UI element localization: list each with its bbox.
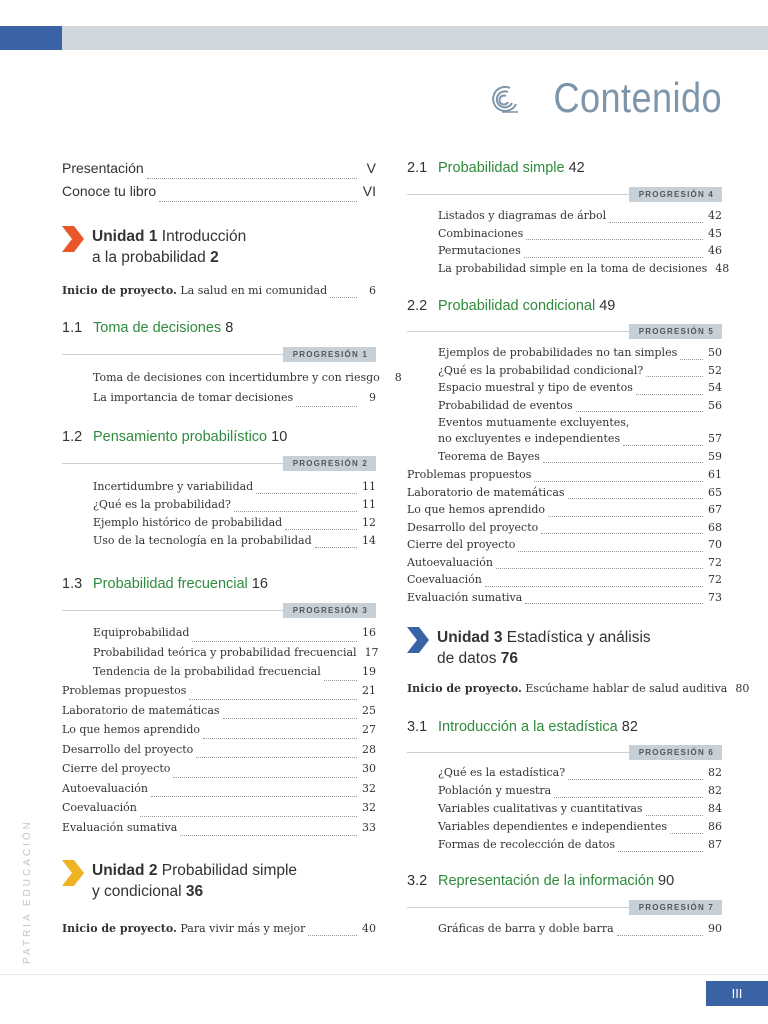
toc-row[interactable]: Conoce tu libro VI <box>62 183 376 206</box>
chevron-right-icon <box>62 226 84 252</box>
section-1-3-items <box>62 626 379 685</box>
section-1-1[interactable]: 1.1 Toma de decisiones 8 <box>62 320 234 336</box>
list-item[interactable]: Incertidumbre y variabilidad 11 <box>93 480 376 493</box>
section-3-1[interactable]: 3.1 Introducción a la estadística 82 <box>407 719 638 735</box>
section-2-1-items <box>407 209 730 279</box>
list-item[interactable]: Gráficas de barra y doble barra 90 <box>438 922 722 935</box>
list-item[interactable]: Ejemplos de probabilidades no tan simples 50 <box>438 346 722 359</box>
list-item[interactable]: Evaluación sumativa 73 <box>407 590 722 604</box>
front-matter <box>62 160 376 206</box>
unit-title: Unidad 3 Estadística y análisis de datos 76 <box>437 629 651 667</box>
list-item[interactable]: Coevaluación 32 <box>62 801 376 821</box>
list-item[interactable]: Combinaciones 45 <box>438 226 722 240</box>
list-item[interactable]: ¿Qué es la probabilidad condicional? 52 <box>438 363 722 377</box>
top-bar <box>0 26 768 50</box>
list-item[interactable]: Población y muestra 82 <box>438 784 722 797</box>
section-3-2[interactable]: 3.2 Representación de la información 90 <box>407 873 675 889</box>
list-item[interactable]: Cierre del proyecto 70 <box>407 538 722 551</box>
section-3-2-items <box>407 922 722 940</box>
list-item[interactable]: Espacio muestral y tipo de eventos 54 <box>438 381 722 394</box>
progression-tag: PROGRESIÓN 3 <box>62 603 376 618</box>
list-item[interactable]: Lo que hemos aprendido 67 <box>407 503 722 516</box>
progression-tag: PROGRESIÓN 1 <box>62 347 376 362</box>
list-item[interactable]: Autoevaluación 32 <box>62 782 376 802</box>
progression-tag: PROGRESIÓN 4 <box>407 187 722 202</box>
unit-1-end-items <box>62 684 376 840</box>
leader-dots <box>147 178 357 179</box>
list-item[interactable]: Teorema de Bayes 59 <box>438 449 722 463</box>
list-item[interactable]: Probabilidad de eventos 56 <box>438 398 722 412</box>
toc-row[interactable]: Presentación V <box>62 160 376 183</box>
list-item[interactable]: La importancia de tomar decisiones 9 <box>62 391 376 411</box>
list-item[interactable]: Cierre del proyecto 30 <box>62 762 376 782</box>
list-item[interactable]: ¿Qué es la estadística? 82 <box>438 766 722 779</box>
top-bar-accent <box>0 26 62 50</box>
list-item[interactable]: Listados y diagramas de árbol 42 <box>438 209 722 222</box>
unit-title: Unidad 2 Probabilidad simple y condicional 36 <box>92 862 298 900</box>
section-1-3[interactable]: 1.3 Probabilidad frecuencial 16 <box>62 576 268 592</box>
chevron-right-icon <box>62 860 84 886</box>
list-item[interactable]: Toma de decisiones con incertidumbre y con riesgo 8 <box>93 371 402 384</box>
project-row[interactable]: Inicio de proyecto. La salud en mi comunidad 6 <box>62 284 376 297</box>
unit-1-heading[interactable] <box>62 226 376 268</box>
chevron-right-icon <box>407 627 429 653</box>
title-text: Contenido <box>553 74 722 121</box>
page-number: III <box>706 981 768 1006</box>
list-item[interactable]: no excluyentes e independientes 57 <box>438 432 722 445</box>
leader-dots <box>159 201 357 202</box>
list-item[interactable]: Tendencia de la probabilidad frecuencial 19 <box>62 665 376 685</box>
side-label: PATRIA EDUCACIÓN <box>22 819 33 964</box>
progression-tag: PROGRESIÓN 6 <box>407 745 722 760</box>
list-item[interactable]: Desarrollo del proyecto 28 <box>62 743 376 763</box>
list-item[interactable]: La probabilidad simple en la toma de decisiones 48 <box>438 261 730 275</box>
list-item[interactable]: Desarrollo del proyecto 68 <box>407 520 722 534</box>
list-item[interactable]: Evaluación sumativa 33 <box>62 821 376 841</box>
list-item-line: Eventos mutuamente excluyentes, <box>438 416 630 429</box>
list-item[interactable]: Autoevaluación 72 <box>407 555 722 569</box>
section-2-2[interactable]: 2.2 Probabilidad condicional 49 <box>407 298 616 314</box>
progression-tag: PROGRESIÓN 2 <box>62 456 376 471</box>
list-item[interactable]: Coevaluación 72 <box>407 573 722 586</box>
section-3-1-items <box>407 766 722 856</box>
list-item[interactable]: Laboratorio de matemáticas 65 <box>407 485 722 499</box>
list-item[interactable]: Variables dependientes e independientes 86 <box>438 820 722 833</box>
list-item[interactable]: ¿Qué es la probabilidad? 11 <box>93 498 376 511</box>
section-1-2[interactable]: 1.2 Pensamiento probabilístico 10 <box>62 429 288 445</box>
list-item[interactable]: Lo que hemos aprendido 27 <box>62 723 376 743</box>
list-item[interactable]: Ejemplo histórico de probabilidad 12 <box>93 516 376 529</box>
progression-tag: PROGRESIÓN 7 <box>407 900 722 915</box>
footer-divider <box>0 974 768 975</box>
page-title <box>488 74 722 122</box>
list-item[interactable]: Variables cualitativas y cuantitativas 84 <box>438 802 722 815</box>
section-1-2-items <box>62 480 376 552</box>
project-row[interactable]: Inicio de proyecto. Escúchame hablar de salud auditiva 80 <box>407 682 750 695</box>
list-item[interactable]: Uso de la tecnología en la probabilidad 14 <box>93 534 376 547</box>
list-item[interactable]: Probabilidad teórica y probabilidad frecuencial 17 <box>93 645 379 659</box>
list-item[interactable]: Permutaciones 46 <box>438 244 722 257</box>
spiral-logo-icon <box>488 82 520 114</box>
unit-2-end-items <box>407 468 722 608</box>
list-item[interactable]: Equiprobabilidad 16 <box>62 626 376 646</box>
list-item[interactable]: Problemas propuestos 21 <box>62 684 376 704</box>
list-item[interactable]: Laboratorio de matemáticas 25 <box>62 704 376 724</box>
progression-tag: PROGRESIÓN 5 <box>407 324 722 339</box>
unit-3-heading[interactable] <box>407 627 722 669</box>
section-2-2-items <box>407 346 722 467</box>
unit-2-heading[interactable] <box>62 860 376 902</box>
unit-title: Unidad 1 Introducción a la probabilidad 2 <box>92 228 247 266</box>
section-1-1-items <box>62 371 402 411</box>
section-2-1[interactable]: 2.1 Probabilidad simple 42 <box>407 160 585 176</box>
list-item[interactable]: Problemas propuestos 61 <box>407 468 722 481</box>
list-item[interactable]: Formas de recolección de datos 87 <box>438 838 722 851</box>
project-row[interactable]: Inicio de proyecto. Para vivir más y mejor 40 <box>62 922 376 935</box>
